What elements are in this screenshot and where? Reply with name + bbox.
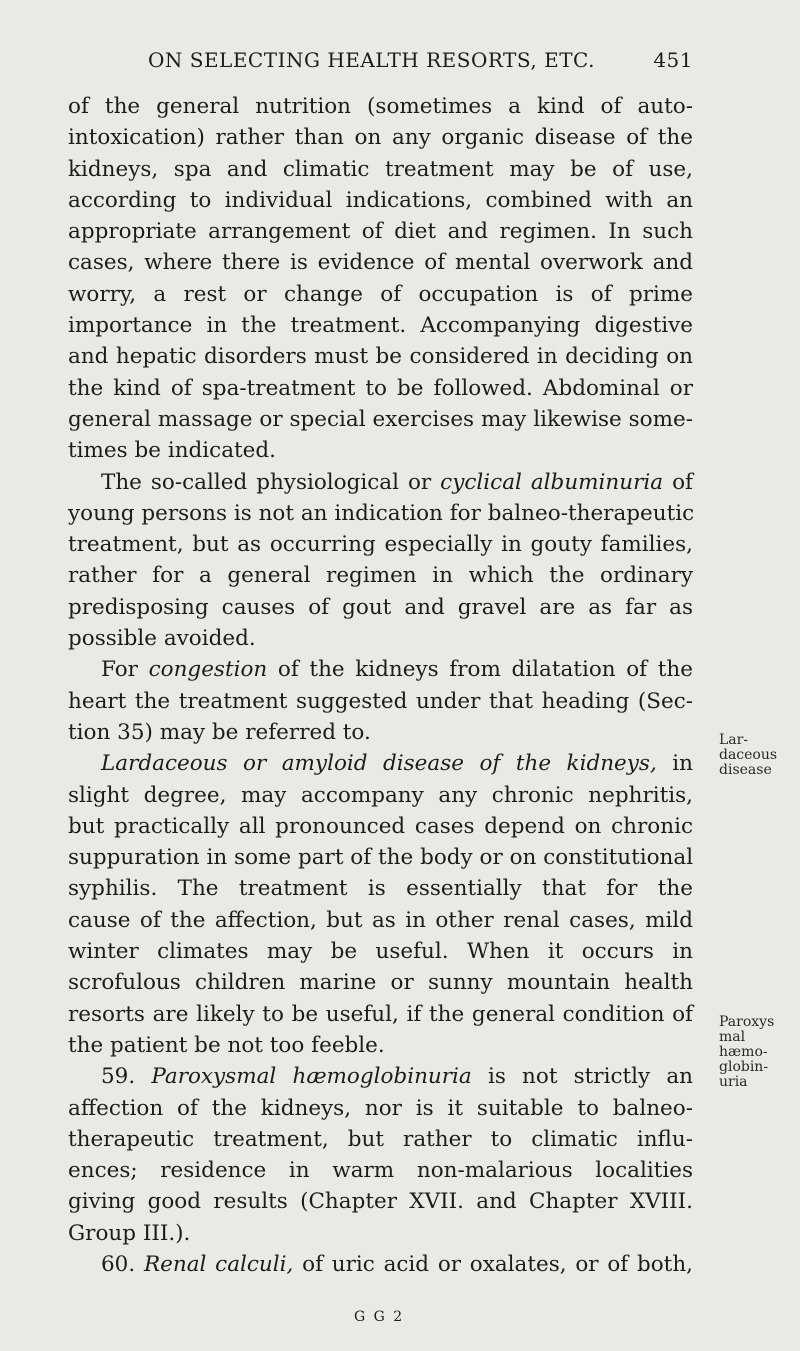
- margin-note-line: Lar-: [719, 732, 749, 748]
- text-line: [68, 373, 693, 404]
- text-run: young persons is not an indication for balneo-therapeutic: [68, 500, 695, 526]
- text-line: [68, 592, 693, 623]
- text-run: rather for a general regimen in which the ordinary: [68, 563, 693, 589]
- text-run: worry, a rest or change of occupation is of prime: [68, 281, 693, 307]
- text-line: [68, 686, 693, 717]
- text-run: therapeutic treatment, but rather to climatic influ-: [68, 1126, 693, 1152]
- text-line: [68, 154, 693, 185]
- text-run: and hepatic disorders must be considered in deciding on: [68, 344, 693, 370]
- text-run: the patient be not too feeble.: [68, 1032, 385, 1058]
- text-run: ences; residence in warm non-malarious localities: [68, 1158, 693, 1184]
- text-run: but practically all pronounced cases depend on chronic: [68, 813, 693, 839]
- text-line: [68, 467, 693, 498]
- text-line: [68, 1249, 693, 1280]
- margin-note-line: disease: [719, 762, 772, 778]
- text-line: [68, 341, 693, 372]
- text-line: [68, 842, 693, 873]
- text-line: [68, 1155, 693, 1186]
- text-run: general massage or special exercises may likewise some-: [68, 406, 693, 432]
- text-run: of the general nutrition (sometimes a kind of auto-: [68, 94, 693, 119]
- text-run: heart the treatment suggested under that heading (Sec-: [68, 688, 693, 714]
- text-run: suppuration in some part of the body or on constitutional: [68, 845, 694, 871]
- margin-note-line: daceous: [719, 747, 778, 763]
- text-run: of uric acid or oxalates, or of both,: [293, 1251, 694, 1277]
- text-run: For: [101, 657, 149, 683]
- text-run: the kind of spa-treatment to be followed. Abdominal or: [68, 375, 693, 401]
- text-line: [68, 967, 693, 998]
- text-line: [68, 999, 693, 1030]
- italic-run: congestion: [148, 657, 268, 683]
- text-run: Group III.).: [68, 1220, 191, 1246]
- margin-note-line: Paroxys: [719, 1014, 775, 1030]
- text-run: syphilis. The treatment is essentially that for the: [68, 876, 693, 902]
- text-line: [68, 529, 693, 560]
- text-line: [68, 498, 693, 529]
- margin-note-line: mal: [719, 1029, 746, 1045]
- text-line: [68, 560, 693, 591]
- text-run: importance in the treatment. Accompanying digestive: [68, 313, 693, 339]
- text-line: [68, 717, 693, 748]
- text-run: The so-called physiological or: [101, 469, 441, 495]
- text-line: [68, 1186, 693, 1217]
- margin-note-line: globin-: [719, 1059, 769, 1075]
- text-run: of the kidneys from dilatation of the: [267, 657, 693, 683]
- text-line: [68, 1124, 693, 1155]
- text-line: [68, 873, 693, 904]
- italic-run: cyclical albuminuria: [440, 469, 664, 495]
- text-run: slight degree, may accompany any chronic nephritis,: [68, 782, 693, 808]
- text-line: [68, 310, 693, 341]
- text-run: predisposing causes of gout and gravel are as far as: [68, 594, 693, 620]
- text-line: [68, 654, 693, 685]
- text-run: scrofulous children marine or sunny mountain health: [68, 970, 693, 996]
- italic-run: Renal calculi,: [143, 1251, 294, 1277]
- text-line: [68, 91, 693, 122]
- text-run: is not strictly an: [471, 1064, 694, 1090]
- text-run: 59.: [101, 1064, 152, 1090]
- italic-run: Lardaceous or amyloid disease of the kidneys,: [101, 751, 657, 777]
- text-run: appropriate arrangement of diet and regimen. In such: [68, 219, 693, 245]
- text-run: winter climates may be useful. When it occurs in: [68, 939, 693, 965]
- text-run: possible avoided.: [68, 626, 256, 652]
- margin-note-line: uria: [719, 1074, 748, 1090]
- text-line: [68, 811, 693, 842]
- page-number: 451: [653, 48, 693, 72]
- margin-note-paroxysmal: [719, 1015, 797, 1090]
- text-run: affection of the kidneys, nor is it suitable to balneo-: [68, 1095, 693, 1121]
- text-run: in: [656, 751, 693, 777]
- body-text: [68, 91, 693, 1280]
- text-run: resorts are likely to be useful, if the general condition of: [68, 1001, 693, 1027]
- text-line: [68, 435, 693, 466]
- text-line: [68, 905, 693, 936]
- text-line: [68, 780, 693, 811]
- text-run: giving good results (Chapter XVII. and Chapter XVIII.: [68, 1189, 693, 1215]
- text-run: tion 35) may be referred to.: [68, 719, 371, 745]
- margin-note-lardaceous: [719, 733, 797, 778]
- text-line: [68, 279, 693, 310]
- text-line: [68, 748, 693, 779]
- text-run: 60.: [101, 1251, 144, 1277]
- text-run: cases, where there is evidence of mental overwork and: [68, 250, 693, 276]
- text-run: intoxication) rather than on any organic disease of the: [68, 125, 693, 151]
- text-run: times be indicated.: [68, 438, 276, 464]
- text-line: [68, 216, 693, 247]
- text-line: [68, 247, 693, 278]
- text-run: of: [663, 469, 693, 495]
- text-run: kidneys, spa and climatic treatment may be of use,: [68, 156, 693, 182]
- text-line: [68, 1061, 693, 1092]
- signature-mark: G G 2: [354, 1309, 405, 1325]
- text-line: [68, 122, 693, 153]
- margin-note-line: hæmo-: [719, 1044, 768, 1060]
- italic-run: Paroxysmal hæmoglobinuria: [151, 1064, 472, 1090]
- text-line: [68, 185, 693, 216]
- text-line: [68, 404, 693, 435]
- text-line: [68, 936, 693, 967]
- text-line: [68, 1218, 693, 1249]
- text-line: [68, 1030, 693, 1061]
- running-header: [90, 48, 693, 76]
- text-line: [68, 623, 693, 654]
- text-run: according to individual indications, combined with an: [68, 187, 693, 213]
- text-run: cause of the affection, but as in other renal cases, mild: [68, 907, 693, 933]
- text-run: treatment, but as occurring especially in gouty families,: [68, 532, 693, 558]
- text-line: [68, 1093, 693, 1124]
- running-title: ON SELECTING HEALTH RESORTS, ETC.: [148, 48, 595, 72]
